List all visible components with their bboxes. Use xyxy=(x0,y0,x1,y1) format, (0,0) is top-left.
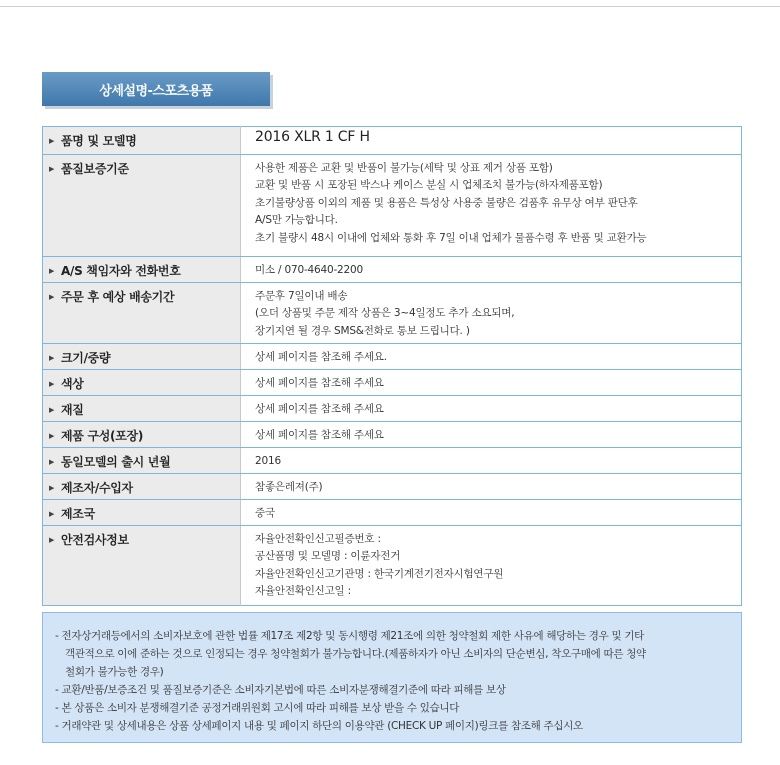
row-value-cell xyxy=(241,155,742,257)
row-value: (오더 상품및 주문 제작 상품은 3~4일정도 추가 소요되며, xyxy=(255,307,515,320)
triangle-right-icon: ▶ xyxy=(49,432,55,440)
row-label: 품명 및 모델명 xyxy=(61,134,137,148)
row-value: 주문후 7일이내 배송 xyxy=(255,290,348,302)
row-label: 동일모델의 출시 년월 xyxy=(61,455,171,469)
row-value: 사용한 제품은 교환 및 반품이 불가능(세탁 및 상표 제거 상품 포함) xyxy=(255,162,553,174)
table-row xyxy=(43,474,742,500)
row-label-cell xyxy=(43,448,241,474)
row-label-cell xyxy=(43,155,241,257)
triangle-right-icon: ▶ xyxy=(49,458,55,466)
table-row xyxy=(43,526,742,606)
triangle-right-icon: ▶ xyxy=(49,137,55,145)
table-row xyxy=(43,396,742,422)
triangle-right-icon: ▶ xyxy=(49,406,55,414)
notice-line: - 전자상거래등에서의 소비자보호에 관한 법률 제17조 제2항 및 동시행령 제21조에 의한 청약철회 제한 사유에 해당하는 경우 및 기타 xyxy=(55,630,645,642)
row-value: 참좋은레져(주) xyxy=(255,481,323,493)
row-value: 교환 및 반품 시 포장된 박스나 케이스 분실 시 업체조치 불가능(하자제품포함) xyxy=(255,179,603,192)
row-label: 제조자/수입자 xyxy=(61,481,133,495)
product-info-table xyxy=(42,126,742,606)
row-value-cell xyxy=(241,500,742,526)
row-label-cell xyxy=(43,422,241,448)
row-value-cell xyxy=(241,370,742,396)
notice-line: 철회가 불가능한 경우) xyxy=(65,666,164,678)
section-title: 상세설명-스포츠용품 xyxy=(42,72,270,106)
row-value: 장기지연 될 경우 SMS&전화로 통보 드립니다. ) xyxy=(255,324,470,337)
row-label-cell xyxy=(43,474,241,500)
triangle-right-icon: ▶ xyxy=(49,165,55,173)
row-value: 자율안전확인신고일 : xyxy=(255,585,351,598)
row-value-cell xyxy=(241,422,742,448)
row-value-cell xyxy=(241,448,742,474)
row-value-cell xyxy=(241,474,742,500)
row-label: A/S 책임자와 전화번호 xyxy=(61,264,181,278)
row-value-cell xyxy=(241,257,742,283)
row-value: 초기불량상품 이외의 제품 및 용품은 특성상 사용중 불량은 검품후 유무상 여부 판단후 xyxy=(255,196,638,209)
row-value-cell xyxy=(241,283,742,344)
triangle-right-icon: ▶ xyxy=(49,354,55,362)
row-label: 재질 xyxy=(61,403,84,417)
notice-line: - 교환/반품/보증조건 및 품질보증기준은 소비자기본법에 따른 소비자분쟁해결기준에 따라 피해를 보상 xyxy=(55,684,506,696)
triangle-right-icon: ▶ xyxy=(49,510,55,518)
row-label-cell xyxy=(43,500,241,526)
row-label-cell xyxy=(43,526,241,606)
row-label: 색상 xyxy=(61,377,84,391)
row-label-cell xyxy=(43,257,241,283)
table-row xyxy=(43,283,742,344)
row-label: 품질보증기준 xyxy=(61,162,129,176)
table-row xyxy=(43,422,742,448)
row-value-cell xyxy=(241,344,742,370)
table-row xyxy=(43,344,742,370)
row-value: 2016 xyxy=(255,455,281,467)
row-label-cell xyxy=(43,396,241,422)
triangle-right-icon: ▶ xyxy=(49,267,55,275)
row-value: 공산품명 및 모델명 : 이륜자전거 xyxy=(255,550,401,563)
table-row xyxy=(43,500,742,526)
table-row xyxy=(43,127,742,155)
row-value-cell xyxy=(241,396,742,422)
row-label-cell xyxy=(43,283,241,344)
triangle-right-icon: ▶ xyxy=(49,536,55,544)
row-value: 중국 xyxy=(255,507,275,519)
row-value: 상세 페이지를 참조해 주세요 xyxy=(255,403,384,415)
row-label-cell xyxy=(43,370,241,396)
notice-line: - 본 상품은 소비자 분쟁해결기준 공정거래위원회 고시에 따라 피해를 보상 받을 수 있습니다 xyxy=(55,702,460,714)
notice-line: 객관적으로 이에 준하는 것으로 인정되는 경우 청약철회가 불가능합니다.(제품하자가 아닌 소비자의 단순변심, 착오구매에 따른 청약 xyxy=(65,648,646,660)
triangle-right-icon: ▶ xyxy=(49,293,55,301)
row-value: 2016 XLR 1 CF H xyxy=(255,129,370,145)
table-row xyxy=(43,155,742,257)
triangle-right-icon: ▶ xyxy=(49,484,55,492)
row-value: 미소 / 070-4640-2200 xyxy=(255,264,363,276)
row-label-cell xyxy=(43,344,241,370)
row-label-cell xyxy=(43,127,241,155)
row-label: 제품 구성(포장) xyxy=(61,429,143,443)
row-label: 안전검사정보 xyxy=(61,533,129,547)
table-row xyxy=(43,257,742,283)
row-value: 자율안전확인신고필증번호 : xyxy=(255,533,381,545)
row-value: 상세 페이지를 참조해 주세요 xyxy=(255,377,384,389)
row-value-cell xyxy=(241,526,742,606)
row-label: 크기/중량 xyxy=(61,351,111,365)
top-divider xyxy=(0,6,780,7)
row-value: A/S만 가능합니다. xyxy=(255,214,338,227)
triangle-right-icon: ▶ xyxy=(49,380,55,388)
row-label: 주문 후 예상 배송기간 xyxy=(61,290,175,304)
row-value-cell xyxy=(241,127,742,155)
table-row xyxy=(43,448,742,474)
row-value: 자율안전확인신고기관명 : 한국기계전기전자시험연구원 xyxy=(255,567,504,580)
table-row xyxy=(43,370,742,396)
notice-box xyxy=(42,612,742,743)
notice-line: - 거래약관 및 상세내용은 상품 상세페이지 내용 및 페이지 하단의 이용약관 (CHECK UP 페이지)링크를 참조해 주십시오 xyxy=(55,720,583,732)
row-label: 제조국 xyxy=(61,507,95,521)
row-value: 초기 불량시 48시 이내에 업체와 통화 후 7일 이내 업체가 물품수령 후 반품 및 교환가능 xyxy=(255,231,647,244)
row-value: 상세 페이지를 참조해 주세요. xyxy=(255,351,387,363)
row-value: 상세 페이지를 참조해 주세요 xyxy=(255,429,384,441)
